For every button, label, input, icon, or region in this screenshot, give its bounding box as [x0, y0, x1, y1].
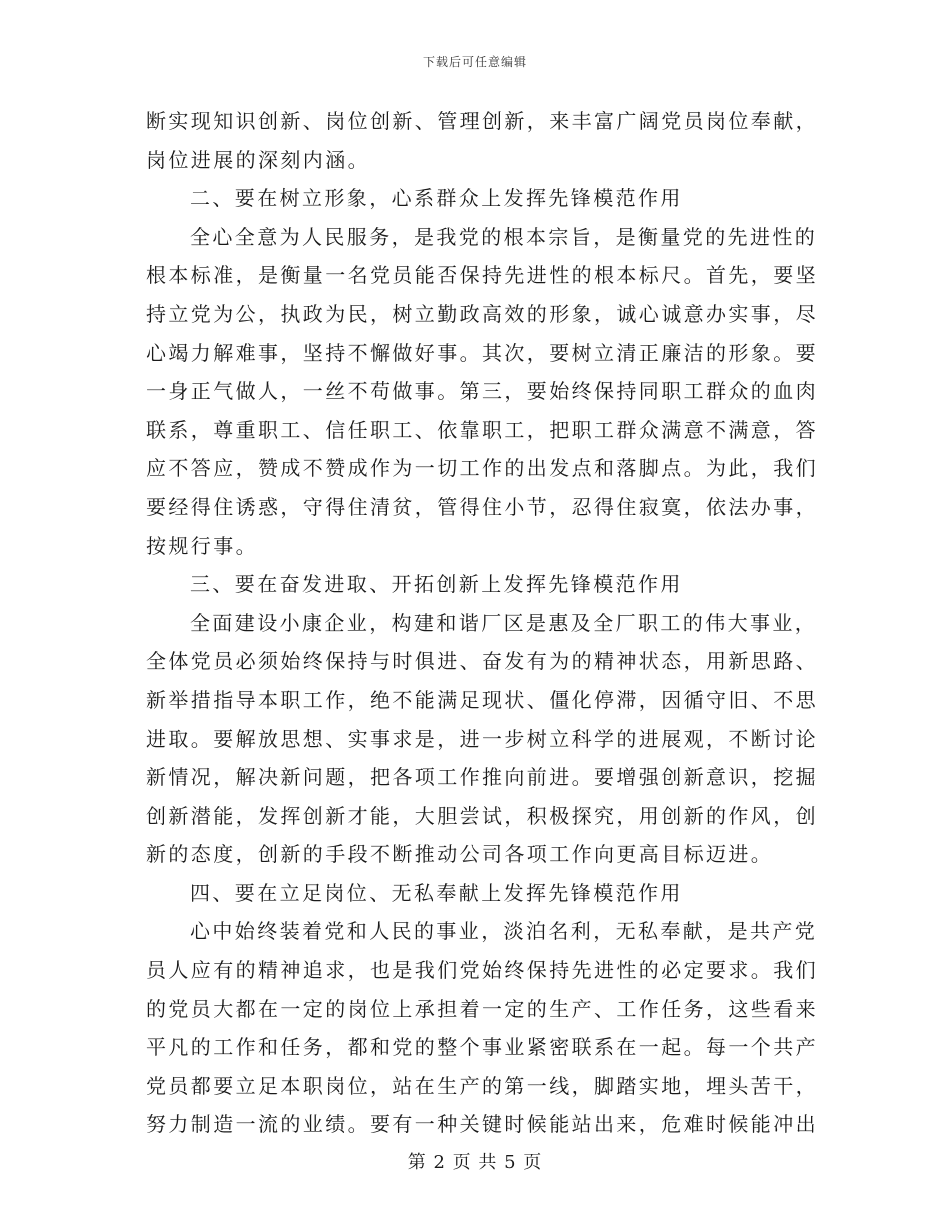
text-line: 一身正气做人，一丝不苟做事。第三，要始终保持同职工群众的血肉	[146, 379, 818, 404]
text-line: 党员都要立足本职岗位，站在生产的第一线，脚踏实地，埋头苦干，	[146, 1073, 818, 1098]
text-line: 按规行事。	[146, 533, 258, 558]
text-line: 创新潜能，发挥创新才能，大胆尝试，积极探究，用创新的作风，创	[146, 803, 818, 828]
text-line: 应不答应，赞成不赞成作为一切工作的出发点和落脚点。为此，我们	[146, 456, 818, 481]
text-line: 四、要在立足岗位、无私奉献上发挥先锋模范作用	[190, 880, 683, 905]
text-line: 心竭力解难事，坚持不懈做好事。其次，要树立清正廉洁的形象。要	[146, 340, 818, 365]
text-line: 二、要在树立形象，心系群众上发挥先锋模范作用	[190, 186, 683, 211]
text-line: 断实现知识创新、岗位创新、管理创新，来丰富广阔党员岗位奉献，	[146, 109, 818, 133]
text-line: 根本标准，是衡量一名党员能否保持先进性的根本标尺。首先，要坚	[146, 263, 818, 288]
text-line: 的党员大都在一定的岗位上承担着一定的生产、工作任务，这些看来	[146, 996, 818, 1021]
text-line: 努力制造一流的业绩。要有一种关键时候能站出来，危难时候能冲出	[146, 1112, 818, 1137]
document-body	[146, 102, 818, 1144]
text-line: 三、要在奋发进取、开拓创新上发挥先锋模范作用	[190, 572, 683, 597]
text-line: 新举措指导本职工作，绝不能满足现状、僵化停滞，因循守旧、不思	[146, 687, 818, 712]
text-line: 员人应有的精神追求，也是我们党始终保持先进性的必定要求。我们	[146, 958, 818, 983]
text-line: 平凡的工作和任务，都和党的整个事业紧密联系在一起。每一个共产	[146, 1035, 818, 1060]
text-line: 心中始终装着党和人民的事业，淡泊名利，无私奉献，是共产党	[190, 919, 818, 944]
text-line: 全体党员必须始终保持与时俱进、奋发有为的精神状态，用新思路、	[146, 649, 818, 674]
text-line: 进取。要解放思想、实事求是，进一步树立科学的进展观，不断讨论	[146, 726, 818, 751]
text-line: 岗位进展的深刻内涵。	[146, 147, 370, 172]
text-line: 持立党为公，执政为民，树立勤政高效的形象，诚心诚意办实事，尽	[146, 301, 818, 326]
text-line: 要经得住诱惑，守得住清贫，管得住小节，忍得住寂寞，依法办事，	[146, 494, 818, 519]
text-line: 联系，尊重职工、信任职工、依靠职工，把职工群众满意不满意，答	[146, 417, 818, 442]
text-line: 新的态度，创新的手段不断推动公司各项工作向更高目标迈进。	[146, 842, 774, 867]
text-line: 新情况，解决新问题，把各项工作推向前进。要增强创新意识，挖掘	[146, 765, 818, 790]
text-line: 全面建设小康企业，构建和谐厂区是惠及全厂职工的伟大事业，	[190, 610, 818, 635]
page-header: 下载后可任意编辑	[422, 55, 527, 69]
text-line: 全心全意为人民服务，是我党的根本宗旨，是衡量党的先进性的	[190, 224, 818, 249]
page-footer: 第 2 页 共 5 页	[407, 1152, 543, 1173]
